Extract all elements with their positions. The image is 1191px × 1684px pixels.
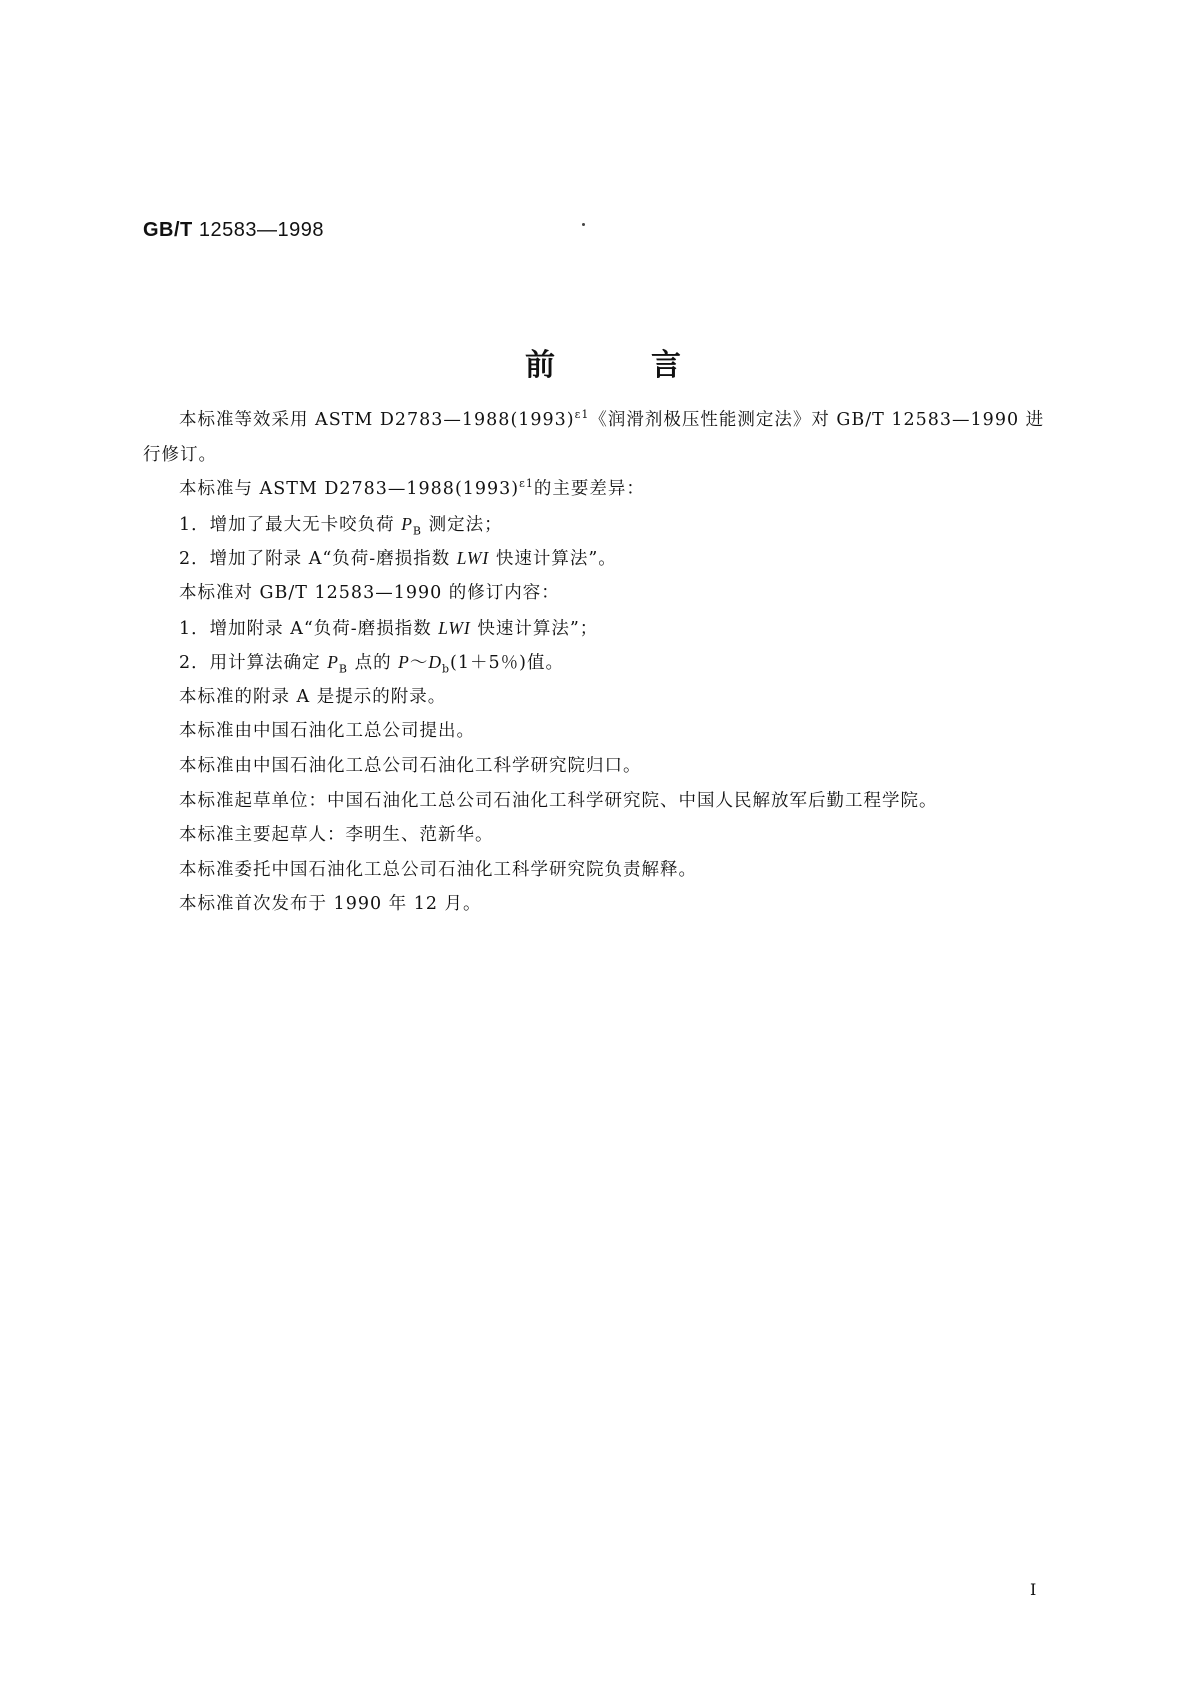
variable: LWI <box>438 617 471 638</box>
variable: P <box>398 652 410 673</box>
scan-speck <box>582 223 585 226</box>
variable: P <box>327 652 339 673</box>
paragraph-interpretation: 本标准委托中国石油化工总公司石油化工科学研究院负责解释。 <box>179 859 697 880</box>
text-segment: (1＋5％)值。 <box>450 653 564 674</box>
text-segment: 测定法； <box>422 514 503 535</box>
text-segment: ～ <box>409 653 429 674</box>
text-segment: 点的 <box>348 653 399 674</box>
paragraph-proposer: 本标准由中国石油化工总公司提出。 <box>179 721 475 742</box>
paragraph-appendix: 本标准的附录 A 是提示的附录。 <box>179 686 447 707</box>
variable: LWI <box>456 548 490 569</box>
paragraph-drafting-units: 本标准起草单位：中国石油化工总公司石油化工科学研究院、中国人民解放军后勤工程学院。 <box>179 790 938 811</box>
difference-item-1 <box>143 507 1063 542</box>
revision-item-1 <box>143 611 1063 646</box>
text-segment: 的主要差异： <box>533 479 645 500</box>
text-segment: 本标准与 ASTM D2783—1988(1993) <box>179 479 520 500</box>
text-segment: 1．增加附录 A“负荷-磨损指数 <box>179 618 439 639</box>
text-segment: 《润滑剂极压性能测定法》对 GB/T 12583—1990 进 <box>589 410 1045 430</box>
paragraph-2 <box>143 472 1063 507</box>
variable: P <box>401 513 413 534</box>
page-number: I <box>1030 1580 1037 1599</box>
subscript: b <box>441 662 451 676</box>
foreword-body <box>143 403 1063 922</box>
subscript: B <box>338 662 348 676</box>
text-segment: 快速计算法”。 <box>489 549 617 570</box>
paragraph-drafters: 本标准主要起草人：李明生、范新华。 <box>179 825 494 846</box>
subscript: B <box>412 524 422 538</box>
paragraph-1-line-1 <box>143 403 1063 438</box>
superscript: ε1 <box>519 477 534 491</box>
difference-item-2 <box>143 541 1063 576</box>
text-segment: 快速计算法”； <box>470 618 599 639</box>
paragraph-centralized: 本标准由中国石油化工总公司石油化工科学研究院归口。 <box>179 755 642 776</box>
standard-code-prefix: GB/T <box>143 219 193 241</box>
text-segment: 1．增加了最大无卡咬负荷 <box>179 514 402 535</box>
paragraph-first-release: 本标准首次发布于 1990 年 12 月。 <box>179 894 482 915</box>
text-segment: 2．增加了附录 A“负荷-磨损指数 <box>179 549 457 570</box>
standard-code <box>143 219 324 242</box>
revision-item-2 <box>143 645 1063 680</box>
superscript: ε1 <box>574 408 590 422</box>
text-segment: 2．用计算法确定 <box>179 653 328 674</box>
paragraph-1-line-2: 行修订。 <box>143 444 217 465</box>
variable: D <box>428 652 442 673</box>
paragraph-revision-intro: 本标准对 GB/T 12583—1990 的修订内容： <box>179 582 560 603</box>
standard-code-number: 12583—1998 <box>198 219 324 241</box>
page-title: 前言 <box>525 348 777 383</box>
text-segment: 本标准等效采用 ASTM D2783—1988(1993) <box>179 410 575 430</box>
